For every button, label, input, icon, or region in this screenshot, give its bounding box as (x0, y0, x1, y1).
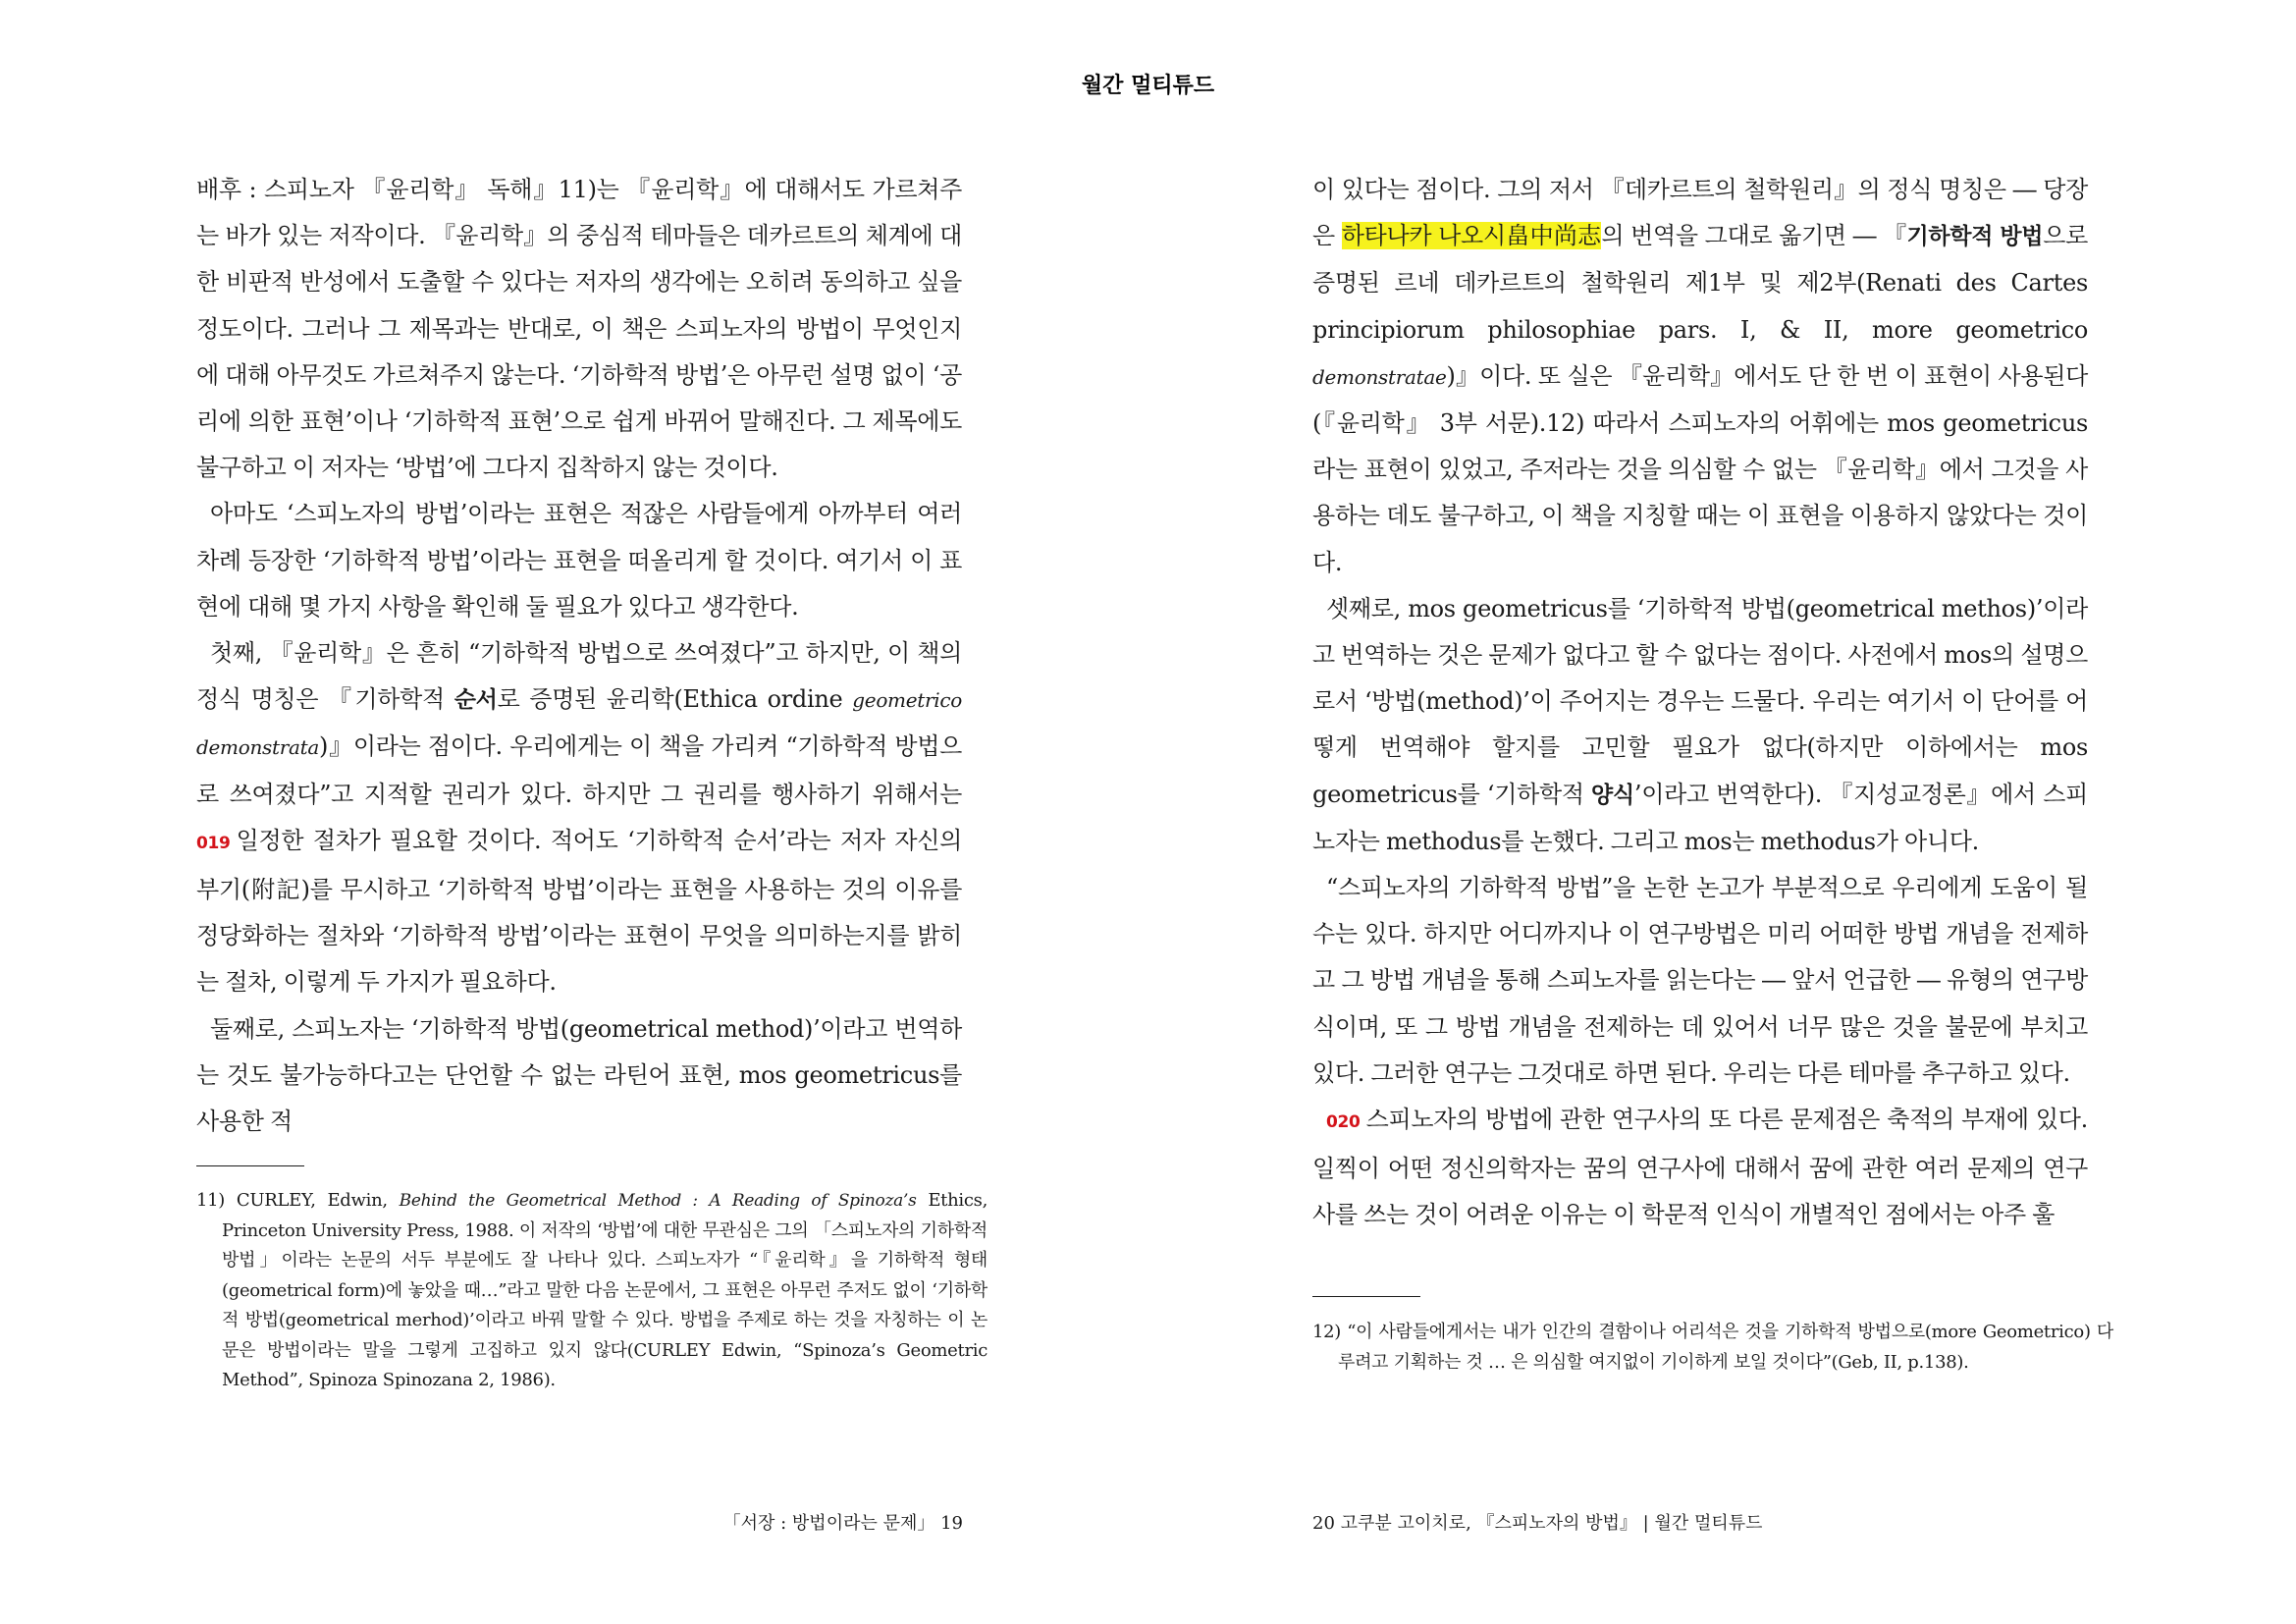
text-run: 11) CURLEY, Edwin, (196, 1190, 400, 1211)
text-run: 일정한 절차가 필요할 것이다. 적어도 ‘기하학적 순서’라는 저자 자신의 부기(附記)를 무시하고 ‘기하학적 방법’이라는 표현을 사용하는 것의 이유를 정당화하는 절차와 ‘기하학적 방법’이라는 표현이 무엇을 의미하는지를 밝히는 절차, 이렇게 두 가지가 필요하다. (196, 826, 962, 997)
text-run: 12) “이 사람들에게서는 내가 인간의 결함이나 어리석은 것을 기하학적 방법으로(more Geometrico) 다루려고 기획하는 것 … 은 의심할 여지없이 기이하게 보일 것이다”(Geb, II, p.138). (1312, 1322, 2113, 1373)
italic-title: Behind the Geometrical Method : A Reading of Spinoza’s (399, 1191, 917, 1211)
footnote-12 (1312, 1318, 2113, 1378)
paragraph (1312, 586, 2088, 865)
paragraph (196, 167, 962, 491)
page-marker: 019 (196, 833, 231, 853)
right-footnote-rule (1312, 1296, 1420, 1297)
bold-emphasis: 기하학적 방법 (1906, 224, 2044, 250)
text-run: 의 번역을 그대로 옮기면 ― 『 (1601, 222, 1907, 250)
magazine-header: 월간 멀티튜드 (1081, 74, 1215, 98)
right-page (1312, 167, 2088, 1239)
text-run: 스피노자의 방법에 관한 연구사의 또 다른 문제점은 축적의 부재에 있다. 일찍이 어떤 정신의학자는 꿈의 연구사에 대해서 꿈에 관한 여러 문제의 연구사를 쓰는 것이 어려운 이유는 이 학문적 인식이 개별적인 점에서는 아주 훌 (1312, 1106, 2088, 1229)
left-footnote-rule (196, 1165, 304, 1166)
italic-title: demonstratae (1312, 364, 1447, 389)
text-run: 둘째로, 스피노자는 ‘기하학적 방법(geometrical method)’이라고 번역하는 것도 불가능하다고는 단언할 수 없는 라틴어 표현, mos geometricus를 사용한 적 (196, 1014, 962, 1136)
footnote-11 (196, 1186, 988, 1396)
paragraph (196, 491, 962, 630)
paragraph (1312, 167, 2088, 586)
left-body-text (196, 167, 962, 1145)
text-run: 아마도 ‘스피노자의 방법’이라는 표현은 적잖은 사람들에게 아까부터 여러 차례 등장한 ‘기하학적 방법’이라는 표현을 떠올리게 할 것이다. 여기서 이 표현에 대해 몇 가지 사항을 확인해 둘 필요가 있다고 생각한다. (196, 500, 962, 621)
italic-title: geometrico demonstrata (196, 688, 962, 760)
right-page-footer: 20 고쿠분 고이치로, 『스피노자의 방법』 | 월간 멀티튜드 (1312, 1513, 1763, 1534)
left-page-footer: 「서장 : 방법이라는 문제」 19 (722, 1513, 963, 1534)
text-run: 으로 증명된 르네 데카르트의 철학원리 제1부 및 제2부(Renati des Cartes principiorum philosophiae pars. I, & II, more geometrico (1312, 222, 2088, 344)
paragraph (196, 1006, 962, 1146)
highlighted-text: 하타나카 나오시畠中尚志 (1341, 222, 1602, 250)
text-run: 첫째, 『윤리학』은 흔히 “기하학적 방법으로 쓰여졌다”고 하지만, 이 책의 정식 명칭은 『기하학적 (196, 639, 962, 714)
paragraph (1312, 1097, 2088, 1239)
text-run: 로 증명된 윤리학(Ethica ordine (497, 685, 853, 714)
right-body-text (1312, 167, 2088, 1239)
text-run: 셋째로, mos geometricus를 ‘기하학적 방법(geometrical methos)’이라고 번역하는 것은 문제가 없다고 할 수 없다는 점이다. 사전에서 mos의 설명으로서 ‘방법(method)’이 주어지는 경우는 드물다. 우리는 여기서 이 단어를 어떻게 번역해야 할지를 고민할 필요가 없다(하지만 이하에서는 mos geometricus를 ‘기하학적 (1312, 594, 2088, 808)
text-run: 이 있다는 점이다. 그의 저서 『데카르트의 철학원리』의 정식 명칭은 ― 당장은 (1312, 176, 2088, 250)
bold-emphasis: 순서 (454, 687, 498, 714)
left-page (196, 167, 962, 1145)
bold-emphasis: 양식 (1591, 782, 1634, 808)
text-run: Ethics, Princeton University Press, 1988. 이 저작의 ‘방법’에 대한 무관심은 그의 「스피노자의 기하학적 방법」이라는 논문의 서두 부분에도 잘 나타나 있다. 스피노자가 “『윤리학』을 기하학적 형태(geometrical form)에 놓았을 때…”라고 말한 다음 논문에서, 그 표현은 아무런 주저도 없이 ‘기하학적 방법(geometrical merhod)’이라고 바꿔 말할 수 있다. 방법을 주제로 하는 것을 자칭하는 이 논문은 방법이라는 말을 그렇게 고집하고 있지 않다(CURLEY Edwin, “Spinoza’s Geometric Method”, Spinoza Spinozana 2, 1986). (222, 1190, 988, 1390)
text-run: ’이라고 번역한다). 『지성교정론』에서 스피노자는 methodus를 논했다. 그리고 mos는 methodus가 아니다. (1312, 780, 2088, 855)
paragraph (1312, 865, 2088, 1097)
paragraph (196, 630, 962, 1006)
text-run: )』이라는 점이다. 우리에게는 이 책을 가리켜 “기하학적 방법으로 쓰여졌다”고 지적할 권리가 있다. 하지만 그 권리를 행사하기 위해서는 (196, 732, 962, 808)
page-marker: 020 (1326, 1112, 1361, 1133)
text-run: )』이다. 또 실은 『윤리학』에서도 단 한 번 이 표현이 사용된다(『윤리학』 3부 서문).12) 따라서 스피노자의 어휘에는 mos geometricus라는 표현이 있었고, 주저라는 것을 의심할 수 없는 『윤리학』에서 그것을 사용하는 데도 불구하고, 이 책을 지칭할 때는 이 표현을 이용하지 않았다는 것이다. (1312, 361, 2088, 576)
text-run: “스피노자의 기하학적 방법”을 논한 논고가 부분적으로 우리에게 도움이 될 수는 있다. 하지만 어디까지나 이 연구방법은 미리 어떠한 방법 개념을 전제하고 그 방법 개념을 통해 스피노자를 읽는다는 ― 앞서 언급한 ― 유형의 연구방식이며, 또 그 방법 개념을 전제하는 데 있어서 너무 많은 것을 불문에 부치고 있다. 그러한 연구는 그것대로 하면 된다. 우리는 다른 테마를 추구하고 있다. (1312, 874, 2088, 1087)
text-run: 배후 : 스피노자 『윤리학』 독해』11)는 『윤리학』에 대해서도 가르쳐주는 바가 있는 저작이다. 『윤리학』의 중심적 테마들은 데카르트의 체계에 대한 비판적 반성에서 도출할 수 있다는 저자의 생각에는 오히려 동의하고 싶을 정도이다. 그러나 그 제목과는 반대로, 이 책은 스피노자의 방법이 무엇인지에 대해 아무것도 가르쳐주지 않는다. ‘기하학적 방법’은 아무런 설명 없이 ‘공리에 의한 표현’이나 ‘기하학적 표현’으로 쉽게 바뀌어 말해진다. 그 제목에도 불구하고 이 저자는 ‘방법’에 그다지 집착하지 않는 것이다. (196, 176, 962, 482)
